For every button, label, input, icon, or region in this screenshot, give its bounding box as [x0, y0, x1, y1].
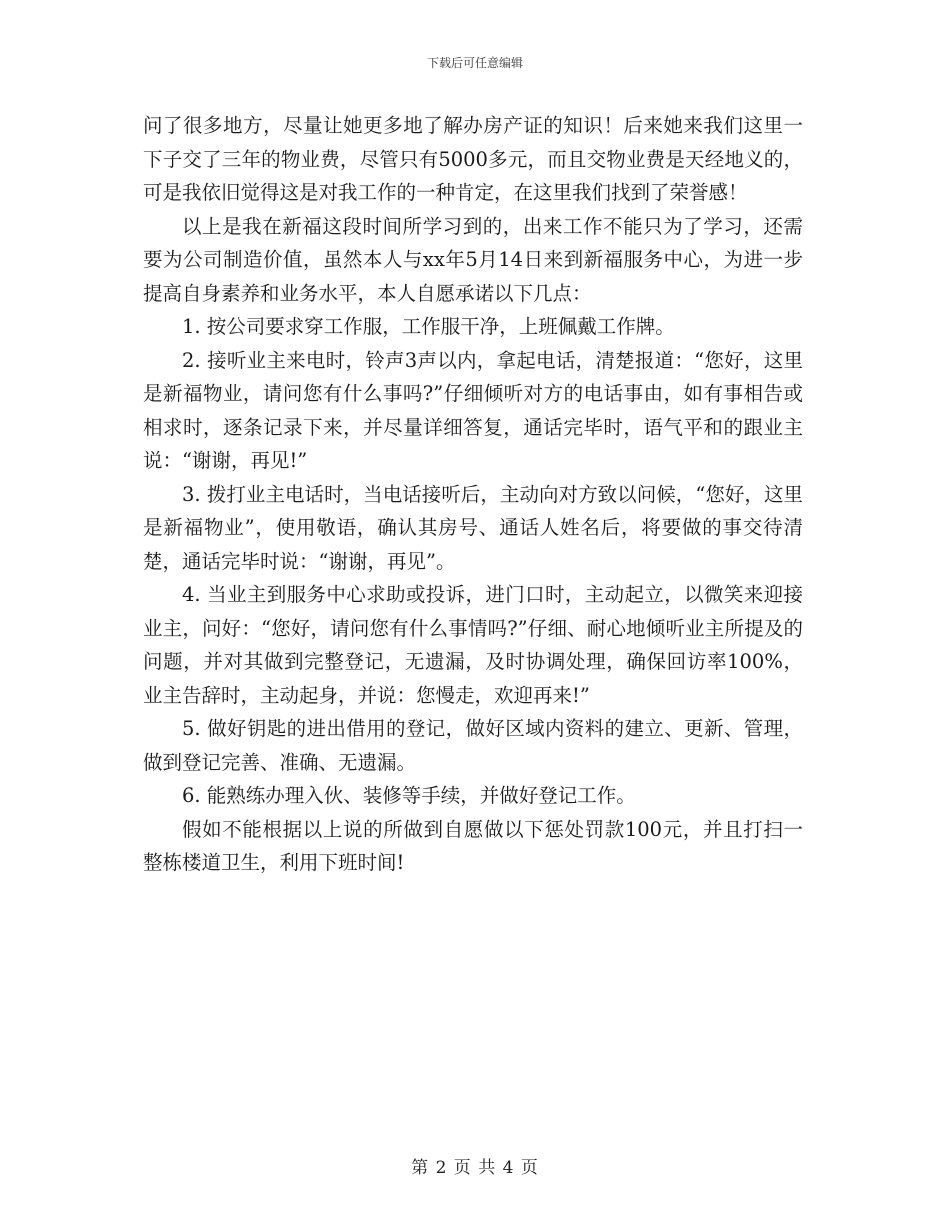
- paragraph-item-6: 6. 能熟练办理入伙、装修等手续，并做好登记工作。: [182, 784, 636, 807]
- paragraph-2: 以上是我在新福这段时间所学习到的，出来工作不能只为了学习，还需要为公司制造价值，虽然本人与xx年5月14日来到新福服务中心，为进一步提高自身素养和业务水平，本人自愿承诺以下几点：: [143, 214, 803, 305]
- paragraph-item-3: 3. 拨打业主电话时，当电话接听后，主动向对方致以问候，“您好，这里是新福物业”，使用敬语，确认其房号、通话人姓名后，将要做的事交待清楚，通话完毕时说：“谢谢，再见”。: [143, 482, 803, 573]
- paragraph-item-4: 4. 当业主到服务中心求助或投诉，进门口时，主动起立，以微笑来迎接业主，问好：“您好，请问您有什么事情吗?”仔细、耐心地倾听业主所提及的问题，并对其做到完整登记，无遗漏，及时协调处理，确保回访率100%，业主告辞时，主动起身，并说：您慢走，欢迎再来!”: [143, 583, 803, 707]
- paragraph-1: 问了很多地方，尽量让她更多地了解办房产证的知识！后来她来我们这里一下子交了三年的物业费，尽管只有5000多元，而且交物业费是天经地义的，可是我依旧觉得这是对我工作的一种肯定，在这里我们找到了荣誉感！: [143, 114, 803, 204]
- paragraph-item-1: 1. 按公司要求穿工作服，工作服干净，上班佩戴工作牌。: [182, 315, 675, 338]
- page-number-footer: 第 2 页 共 4 页: [411, 1158, 539, 1178]
- paragraph-closing: 假如不能根据以上说的所做到自愿做以下惩处罚款100元，并且打扫一整栋楼道卫生，利用下班时间!: [143, 817, 803, 874]
- paragraph-item-5: 5. 做好钥匙的进出借用的登记，做好区域内资料的建立、更新、管理，做到登记完善、准确、无遗漏。: [143, 717, 803, 774]
- page-header: 下载后可任意编辑: [426, 56, 523, 70]
- document-body: [143, 109, 803, 880]
- paragraph-item-2: 2. 接听业主来电时，铃声3声以内，拿起电话，清楚报道：“您好，这里是新福物业，请问您有什么事吗?”仔细倾听对方的电话事由，如有事相告或相求时，逐条记录下来，并尽量详细答复，通话完毕时，语气平和的跟业主说：“谢谢，再见!”: [143, 348, 803, 472]
